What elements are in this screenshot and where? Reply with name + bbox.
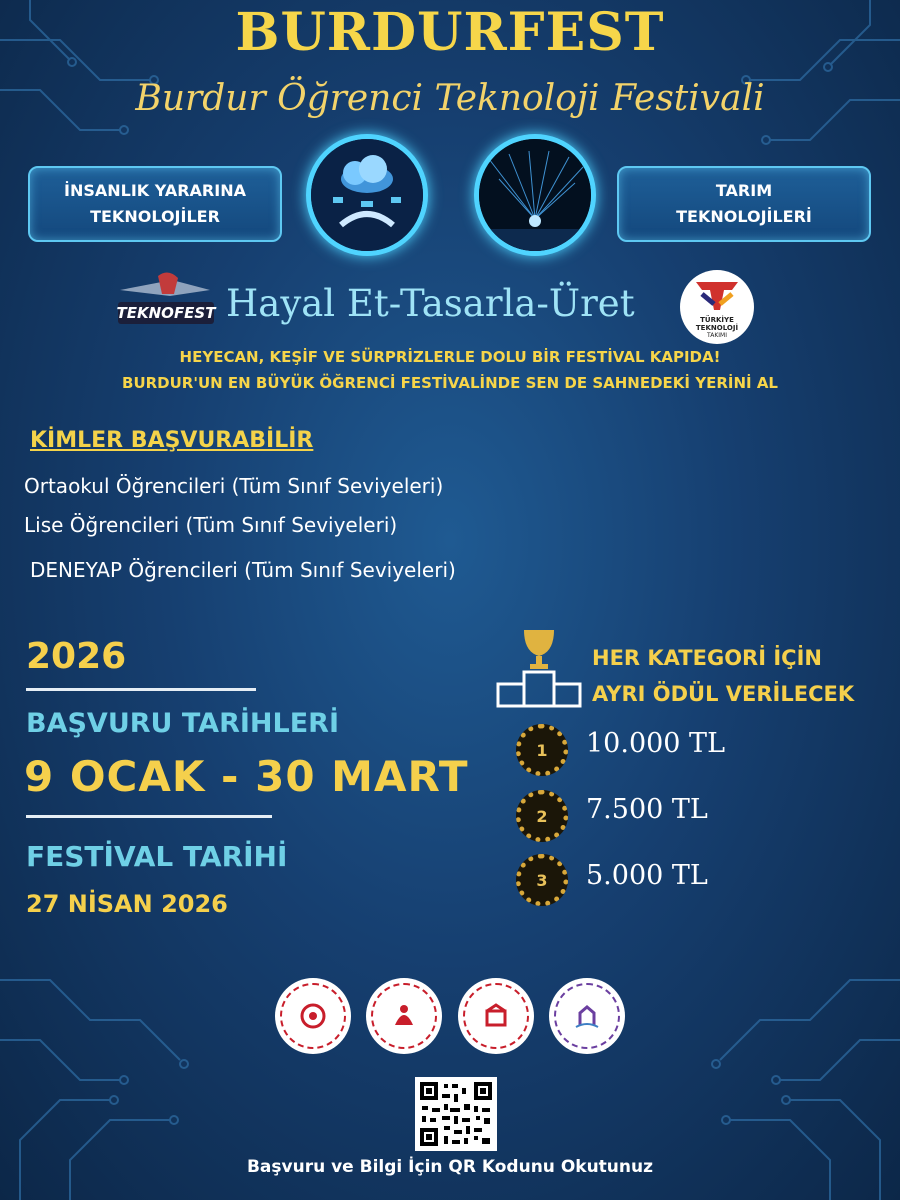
medal-rank: 3 [536,870,548,890]
qr-instruction: Başvuru ve Bilgi İçin QR Kodunu Okutunuz [246,1157,654,1177]
category-label-line2: TEKNOLOJİLERİ [676,207,812,226]
svg-text:TAKIMI: TAKIMI [707,332,727,339]
svg-text:TÜRKİYE: TÜRKİYE [700,316,734,324]
festival-subtitle: Burdur Öğrenci Teknoloji Festivali [135,78,765,119]
burdur-governorship-seal-icon [549,978,625,1054]
trophy-podium-icon [494,626,584,710]
divider [26,688,256,691]
medal-3-icon [516,854,568,906]
teknofest-wordmark: TEKNOFEST [116,304,216,322]
festival-date-label: FESTİVAL TARİHİ [26,840,288,873]
eligibility-item: Lise Öğrencileri (Tüm Sınıf Seviyeleri) [24,513,398,537]
announcement-line-2: BURDUR'UN EN BÜYÜK ÖĞRENCİ FESTİVALİNDE SEN DE SAHNEDEKİ YERİNİ AL [122,374,778,392]
medal-rank: 2 [536,806,548,826]
qr-code[interactable] [415,1077,497,1151]
prize-1-amount: 10.000 TL [586,728,725,759]
cloud-tech-image [306,134,428,256]
prize-3-amount: 5.000 TL [586,860,708,891]
festival-title: BURDURFEST [235,2,665,63]
eligibility-item: Ortaokul Öğrencileri (Tüm Sınıf Seviyeleri) [24,474,444,498]
category-label-line1: TARIM [715,181,773,200]
category-humanity-tech [28,166,282,242]
festival-date: 27 NİSAN 2026 [26,890,228,918]
medal-1-icon [516,724,568,776]
award-heading-line-2: AYRI ÖDÜL VERİLECEK [592,682,855,706]
award-heading-line-1: HER KATEGORİ İÇİN [592,646,822,670]
announcement-line-1: HEYECAN, KEŞİF VE SÜRPRİZLERLE DOLU BİR FESTİVAL KAPIDA! [179,348,721,366]
application-dates-label: BAŞVURU TARİHLERİ [26,708,339,739]
application-date-range: 9 OCAK - 30 MART [24,752,469,801]
youth-sports-seal-icon [366,978,442,1054]
eligibility-item: DENEYAP Öğrencileri (Tüm Sınıf Seviyeleri) [30,558,456,582]
teknofest-logo [112,272,218,334]
data-stream-image [474,134,596,256]
category-label-line1: İNSANLIK YARARINA [64,181,246,200]
year-label: 2026 [26,636,127,677]
prize-2-amount: 7.500 TL [586,794,708,825]
eligibility-heading: KİMLER BAŞVURABİLİR [30,428,314,453]
divider [26,815,272,818]
governorate-seal-icon [275,978,351,1054]
category-label-line2: TEKNOLOJİLER [90,207,220,226]
turkiye-teknoloji-takimi-logo [680,270,754,344]
education-seal-icon [458,978,534,1054]
svg-text:TEKNOLOJİ: TEKNOLOJİ [695,324,739,332]
slogan: Hayal Et-Tasarla-Üret [226,282,635,325]
medal-rank: 1 [536,740,548,760]
medal-2-icon [516,790,568,842]
category-agriculture-tech [617,166,871,242]
